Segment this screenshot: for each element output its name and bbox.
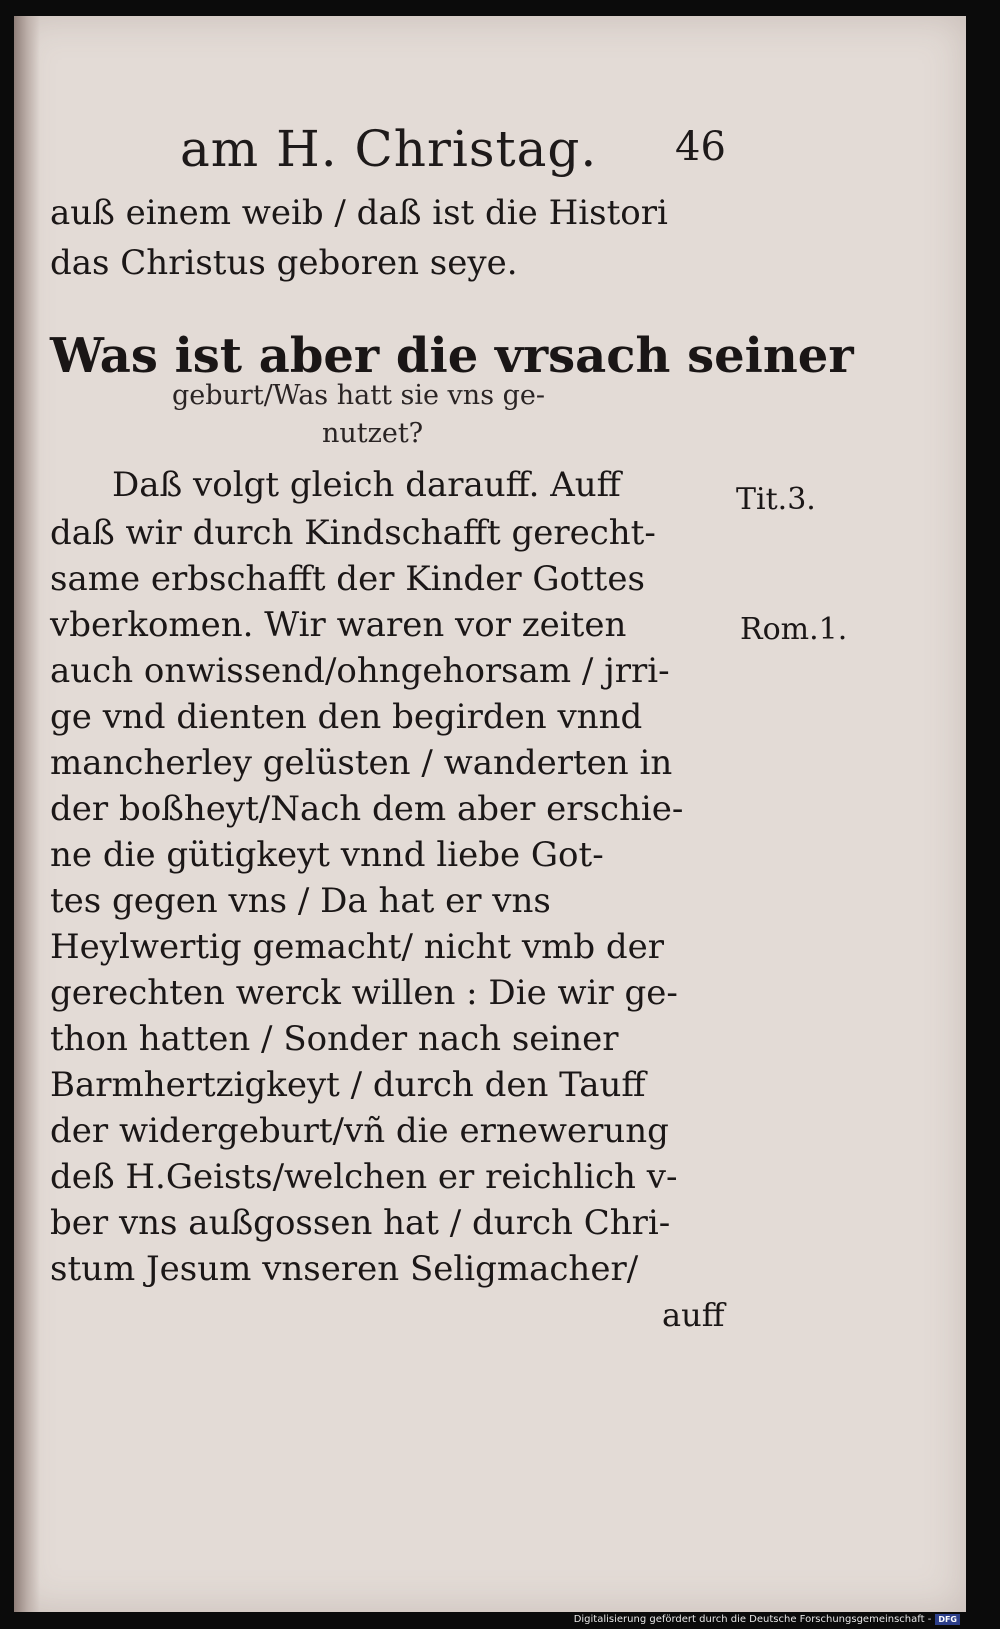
digitization-footer — [574, 1613, 960, 1625]
footer-credit: Digitalisierung gefördert durch die Deutsche Forschungsgemeinschaft - — [573, 1613, 932, 1625]
body-line-10: tes gegen vns / Da hat er vns — [50, 881, 551, 921]
body-line-17: ber vns außgossen hat / durch Chri- — [50, 1203, 671, 1243]
running-head: am H. Christag. — [180, 120, 598, 178]
question-subline-2: nutzet? — [322, 418, 424, 449]
body-line-18: stum Jesum vnseren Seligmacher/ — [50, 1249, 639, 1289]
intro-line-2: das Christus geboren seye. — [50, 243, 518, 283]
body-line-5: auch onwissend/ohngehorsam / jrri- — [50, 651, 670, 691]
body-line-12: gerechten werck willen : Die wir ge- — [50, 973, 678, 1013]
question-heading: Was ist aber die vrsach seiner — [50, 328, 854, 384]
body-line-7: mancherley gelüsten / wanderten in — [50, 743, 673, 783]
catchword: auff — [662, 1296, 725, 1334]
body-line-6: ge vnd dienten den begirden vnnd — [50, 697, 643, 737]
body-line-9: ne die gütigkeyt vnnd liebe Got- — [50, 835, 604, 875]
body-line-4: vberkomen. Wir waren vor zeiten — [50, 605, 627, 645]
body-line-16: deß H.Geists/welchen er reichlich v- — [50, 1157, 678, 1197]
page-number: 46 — [675, 124, 726, 170]
body-line-1: Daß volgt gleich darauff. Auff — [112, 465, 621, 505]
page-gutter-shadow — [14, 16, 40, 1612]
intro-line-1: auß einem weib / daß ist die Histori — [50, 193, 668, 233]
margin-note-rom: Rom.1. — [740, 612, 848, 647]
margin-note-tit: Tit.3. — [736, 482, 816, 517]
body-line-3: same erbschafft der Kinder Gottes — [50, 559, 645, 599]
question-subline-1: geburt/Was hatt sie vns ge- — [172, 380, 546, 411]
body-line-8: der boßheyt/Nach dem aber erschie- — [50, 789, 684, 829]
body-line-2: daß wir durch Kindschafft gerecht- — [50, 513, 656, 553]
body-line-14: Barmhertzigkeyt / durch den Tauff — [50, 1065, 646, 1105]
dfg-logo-icon: DFG — [935, 1614, 960, 1625]
body-line-11: Heylwertig gemacht/ nicht vmb der — [50, 927, 665, 967]
body-line-13: thon hatten / Sonder nach seiner — [50, 1019, 619, 1059]
body-line-15: der widergeburt/vñ die ernewerung — [50, 1111, 669, 1151]
page-header — [180, 120, 726, 190]
